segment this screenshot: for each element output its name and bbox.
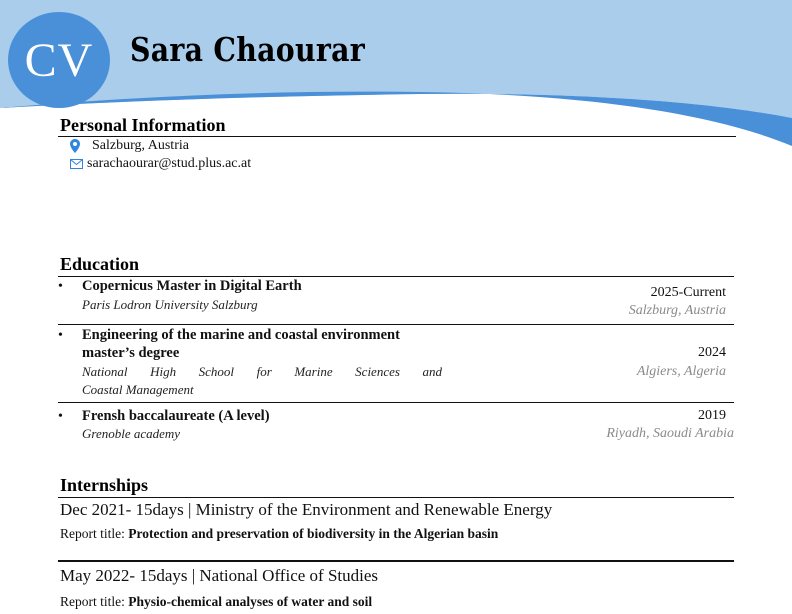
education-item [58, 407, 734, 447]
internships-heading: Internships [60, 475, 149, 495]
email-row [70, 156, 251, 172]
envelope-icon [70, 159, 83, 169]
institution-line1: National High School for Marine Sciences and [82, 364, 442, 379]
email-link[interactable]: sarachaourar@stud.plus.ac.at [87, 156, 252, 171]
education-divider [58, 402, 734, 403]
education-divider [58, 324, 734, 325]
internship-heading: Dec 2021- 15days | Ministry of the Environment and Renewable Energy [60, 500, 553, 519]
bullet: • [58, 328, 63, 343]
report-line [60, 526, 498, 542]
institution: Paris Lodron University Salzburg [82, 297, 258, 312]
internship-divider [58, 560, 734, 562]
report-label: Report title: [60, 594, 125, 609]
bullet: • [58, 279, 63, 294]
degree-title-line2: master’s degree [82, 345, 180, 361]
education-item [58, 326, 734, 402]
bullet: • [58, 409, 63, 424]
report-title: Physio-chemical analyses of water and soil [128, 594, 373, 609]
report-label: Report title: [60, 526, 125, 541]
degree-title: Copernicus Master in Digital Earth [82, 278, 302, 294]
education-item [58, 277, 734, 323]
education-year: 2025-Current [650, 285, 726, 300]
map-pin-icon [70, 139, 80, 153]
personal-info-rule [58, 136, 736, 137]
report-line [60, 594, 372, 610]
internship-heading: May 2022- 15days | National Office of Studies [60, 566, 379, 585]
education-place: Riyadh, Saoudi Arabia [606, 426, 734, 441]
location-text: Salzburg, Austria [92, 138, 189, 153]
education-year: 2019 [698, 408, 726, 423]
internships-rule [58, 497, 734, 498]
report-title: Protection and preservation of biodiversity in the Algerian basin [128, 526, 499, 541]
degree-title-line1: Engineering of the marine and coastal environment [82, 327, 400, 343]
location-row [70, 138, 189, 154]
education-year: 2024 [698, 345, 726, 360]
education-place: Salzburg, Austria [628, 303, 726, 318]
cv-badge: CV [8, 12, 110, 108]
education-heading: Education [60, 254, 140, 274]
institution: Grenoble academy [82, 426, 181, 441]
personal-info-heading: Personal Information [60, 115, 226, 135]
candidate-name: Sara Chaourar [130, 30, 365, 69]
institution-line2: Coastal Management [82, 382, 194, 397]
education-place: Algiers, Algeria [636, 364, 726, 379]
degree-title: Frensh baccalaureate (A level) [82, 408, 270, 424]
